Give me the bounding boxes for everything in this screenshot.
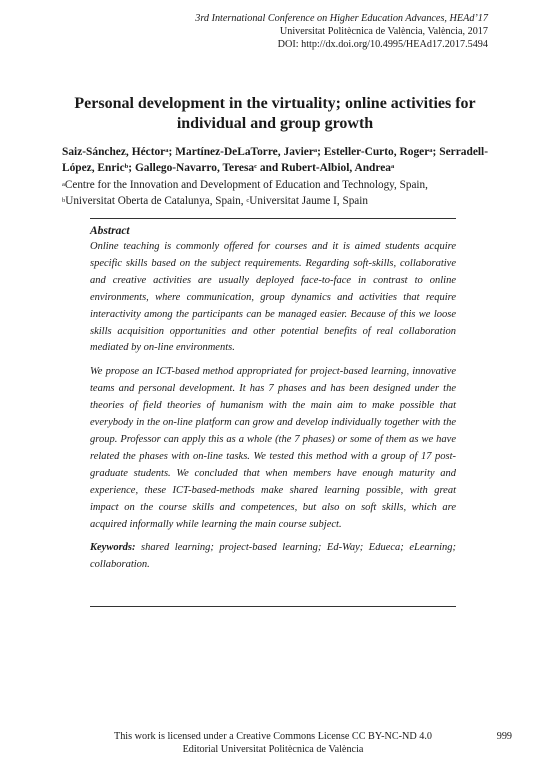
keywords-label: Keywords: (90, 542, 136, 554)
page-header (108, 12, 488, 51)
abstract-heading: Abstract (90, 225, 130, 237)
author-affiliation-mark: c (254, 163, 257, 170)
author-separator: ; (317, 146, 324, 158)
author-separator: ; (168, 146, 176, 158)
author-affiliation-mark: a (429, 147, 433, 154)
affiliation-list (62, 178, 488, 209)
author-name: Gallego-Navarro, Teresa (134, 162, 255, 174)
author-affiliation-mark: b (124, 163, 129, 170)
keywords (90, 540, 456, 574)
author-affiliation-mark: a (165, 147, 169, 154)
affiliation-text: Centre for the Innovation and Development of Education and Technology, Spain, (64, 179, 428, 191)
paper-title (62, 94, 488, 134)
author-list (62, 144, 488, 176)
abstract-bottom-rule (90, 606, 456, 607)
author-separator: and (257, 162, 282, 174)
author-name: Saiz-Sánchez, Héctor (62, 146, 166, 158)
affiliation-text: Universitat Jaume I, Spain (249, 194, 368, 207)
author-name: Esteller-Curto, Roger (323, 146, 430, 158)
abstract-box (90, 223, 456, 574)
affiliation-mark: b (62, 196, 66, 204)
title-line-1: Personal development in the virtuality; online activities for (74, 95, 476, 112)
author-affiliation-mark: a (390, 163, 395, 170)
title-line-2: individual and group growth (176, 115, 374, 132)
abstract-paragraph-2: We propose an ICT-based method appropriated for project-based learning, innovative teams and personal development. It has 7 phases and has been designed under the theories of field theories of humanism with the main aim to make possible that everybody in the on-line platform can grow and develop individually together with the group. Professor can apply this as a whole (the 7 phases) or some of them as we have related the phases with on-line tasks. We tested this method with a group of 17 post-graduate students. We concluded that when members have enough maturity and experience, these ICT-based-methods make shared learning possible, with great impact on the course skills and competences, but also on soft skills, which are acquired informally while learning the main course subject. (90, 366, 456, 530)
author-name: Martínez-DeLaTorre, Javier (175, 146, 314, 158)
footer-publisher: Editorial Universitat Politècnica de València (182, 744, 364, 755)
affiliation-mark: a (62, 181, 65, 188)
keywords-text: shared learning; project-based learning; Ed-Way; Edueca; eLearning; collaboration. (90, 542, 456, 571)
conference-name: 3rd International Conference on Higher Education Advances, HEAd’17 (195, 13, 488, 24)
author-separator: ; (128, 162, 135, 174)
author-name: Rubert-Albiol, Andrea (281, 162, 391, 174)
page-footer (90, 730, 456, 756)
affiliation-text: Universitat Oberta de Catalunya, Spain, (65, 194, 247, 207)
doi-link[interactable]: DOI: http://dx.doi.org/10.4995/HEAd17.2017.5494 (277, 39, 488, 50)
publisher-line: Universitat Politècnica de València, València, 2017 (279, 26, 488, 37)
page-number: 999 (496, 731, 512, 742)
abstract-top-rule (90, 218, 456, 219)
author-name: Serradell-López, Enric (62, 146, 488, 174)
author-affiliation-mark: a (313, 147, 318, 154)
affiliation-mark: c (246, 196, 250, 204)
abstract-paragraph-1: Online teaching is commonly offered for courses and it is aimed students acquire specific skills based on the subject requirements. Regarding soft-skills, collaborative and creative activities are usually deployed face-to-face in contrast to online environments, where communication, group dynamics and activities that require interactivity among the participants can be managed easier. Because of this we loose skills acquisition opportunities and other potential benefits of real collaboration mediated by on-line environments. (90, 241, 456, 354)
author-separator: ; (432, 146, 440, 158)
license-text: This work is licensed under a Creative Commons License CC BY-NC-ND 4.0 (113, 731, 433, 742)
